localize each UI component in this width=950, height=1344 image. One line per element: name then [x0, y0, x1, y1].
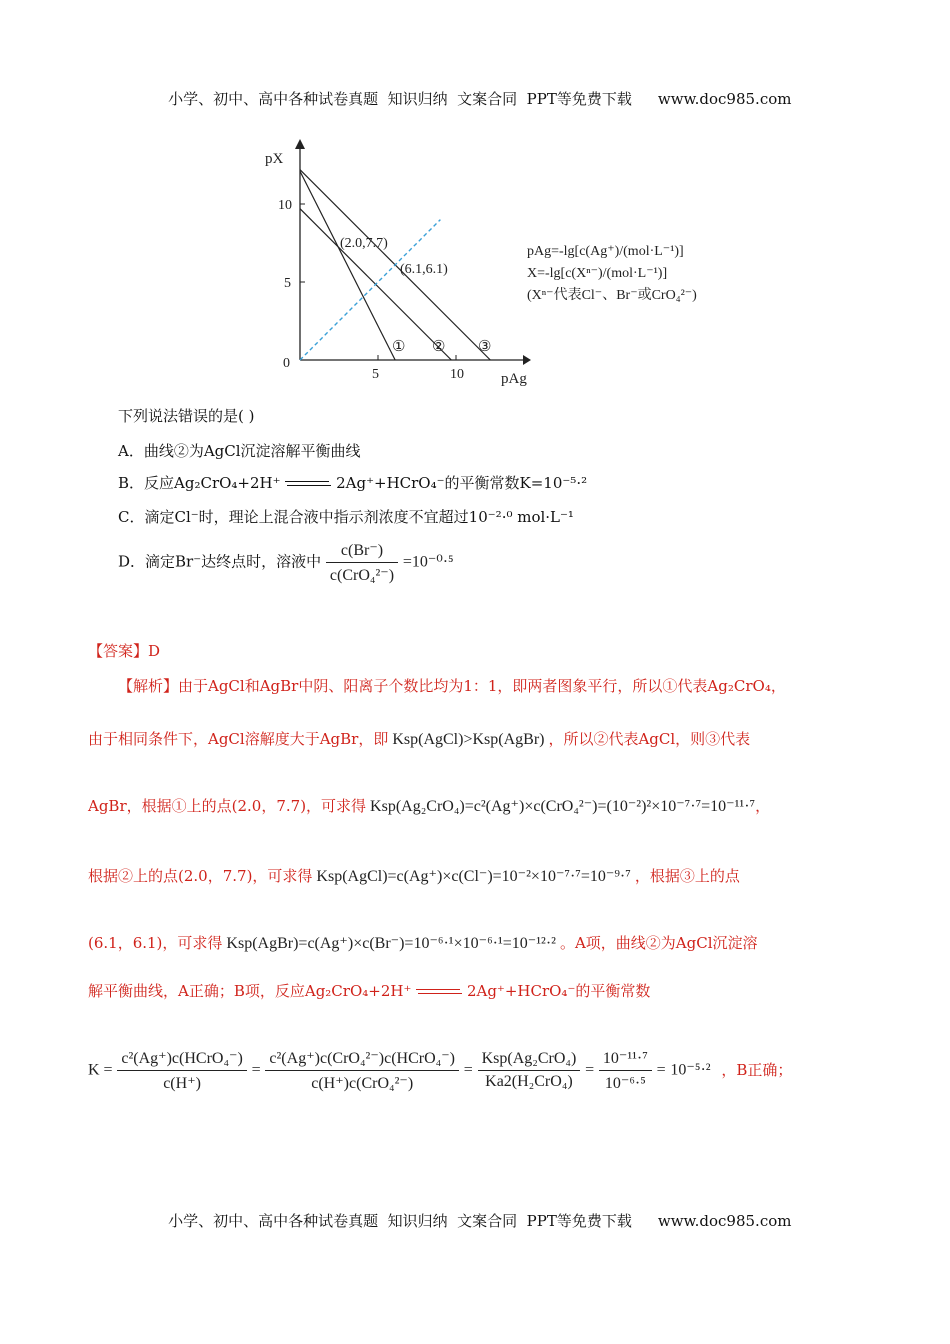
option-b-prefix: B．反应Ag₂CrO₄+2H⁺	[118, 474, 281, 492]
analysis-line-6-text-a: 解平衡曲线，A正确；B项，反应Ag₂CrO₄+2H⁺	[88, 982, 412, 1000]
y-axis-arrow	[295, 139, 305, 149]
k-fraction-2-den: c(H⁺)c(CrO₄²⁻)	[265, 1070, 459, 1093]
option-b	[118, 472, 587, 493]
option-d	[118, 540, 454, 585]
analysis-line-2-text-a: 由于相同条件下，AgCl溶解度大于AgBr，即	[88, 730, 389, 748]
analysis-line-4-text-a: 根据②上的点(2.0，7.7)，可求得	[88, 867, 313, 885]
ksp-ag2cro4-equation: Ksp(Ag₂CrO₄)=c²(Ag⁺)×c(CrO₄²⁻)=(10⁻²)²×10⁻⁷·⁷=10⁻¹¹·⁷	[370, 798, 756, 815]
option-a: A．曲线②为AgCl沉淀溶解平衡曲线	[118, 442, 361, 460]
ksp-agcl-equation: Ksp(AgCl)=c(Ag⁺)×c(Cl⁻)=10⁻²×10⁻⁷·⁷=10⁻⁹·⁷	[316, 868, 631, 885]
legend-line-2: X=-lg[c(Xⁿ⁻)/(mol·L⁻¹)]	[527, 266, 668, 281]
k-fraction-1-num: c²(Ag⁺)c(HCrO₄⁻)	[121, 1050, 243, 1067]
legend-line-1: pAg=-lg[c(Ag⁺)/(mol·L⁻¹)]	[527, 244, 684, 259]
analysis-line-3-text-a: AgBr，根据①上的点(2.0，7.7)，可求得	[88, 797, 367, 815]
option-c: C．滴定Cl⁻时，理论上混合液中指示剂浓度不宜超过10⁻²·⁰ mol·L⁻¹	[118, 508, 574, 526]
series-line-1	[300, 171, 395, 360]
y-tick-label: 10	[278, 198, 292, 213]
x-axis-arrow	[523, 355, 531, 365]
header-url[interactable]: www.doc985.com	[657, 90, 792, 108]
k-tail: ，B正确；	[721, 1060, 793, 1079]
analysis-line-3-text-b: ，	[755, 797, 771, 815]
analysis-line-1: 【解析】由于AgCl和AgBr中阴、阳离子个数比均为1：1，即两者图象平行，所以①代表Ag₂CrO₄，	[118, 677, 786, 695]
analysis-line-6	[88, 980, 650, 1001]
k-fraction-2	[265, 1048, 459, 1093]
y-tick-label: 5	[284, 276, 291, 291]
equilibrium-arrow-icon	[416, 987, 462, 997]
k-fraction-3-num: Ksp(Ag₂CrO₄)	[481, 1050, 577, 1067]
k-label: K =	[88, 1061, 113, 1079]
option-d-prefix: D．滴定Br⁻达终点时，溶液中	[118, 552, 322, 571]
origin-label: 0	[283, 356, 290, 371]
analysis-line-2	[88, 728, 750, 749]
k-fraction-3	[478, 1050, 581, 1091]
analysis-line-2-text-b: ，所以②代表AgCl，则③代表	[548, 730, 751, 748]
option-d-fraction	[326, 540, 398, 585]
ksp-agbr-equation: Ksp(AgBr)=c(Ag⁺)×c(Br⁻)=10⁻⁶·¹×10⁻⁶·¹=10⁻¹²·²	[226, 935, 556, 952]
footer-text: 小学、初中、高中各种试卷真题 知识归纳 文案合同 PPT等免费下载	[168, 1212, 632, 1230]
k-fraction-1	[117, 1048, 246, 1093]
k-fraction-1-den: c(H⁺)	[117, 1070, 246, 1093]
analysis-line-5-text-b: 。A项，曲线②为AgCl沉淀溶	[559, 934, 758, 952]
analysis-line-4-text-b: ，根据③上的点	[634, 867, 740, 885]
k-derivation: K = $\frac{\text{c²(Ag⁺)c(HCrO₄⁻)}}{c(H^+)}$ = $\frac{\text{c²(Ag⁺)c(CrO₄²⁻)c(HCrO₄⁻)}}{\text{c(H⁺)c(CrO₄²⁻)}}$ = $\frac{\text{Ksp(Ag₂CrO₄)}}{\text{Ka2(H₂CrO₄)}}$ = $\frac{\text{10⁻¹¹·⁷}}{\text{10⁻⁶·⁵}}$ = 10⁻⁵·² ，B正确；	[88, 1050, 793, 1092]
equilibrium-arrow-icon	[285, 479, 331, 489]
curve-label-2: ②	[432, 339, 446, 355]
option-b-suffix: 2Ag⁺+HCrO₄⁻的平衡常数K=10⁻⁵·²	[336, 474, 588, 492]
k-result: 10⁻⁵·²	[670, 1061, 711, 1079]
option-d-numerator: c(Br⁻)	[340, 542, 384, 559]
analysis-line-4	[88, 865, 740, 886]
analysis-line-5-text-a: (6.1，6.1)，可求得	[88, 934, 223, 952]
point-label-2: (6.1,6.1)	[400, 262, 448, 277]
x-tick-label: 5	[372, 367, 379, 382]
analysis-line-3	[88, 795, 770, 816]
y-axis-label: pX	[265, 151, 284, 167]
footer-url[interactable]: www.doc985.com	[657, 1212, 792, 1230]
k-fraction-3-den: Ka2(H₂CrO₄)	[478, 1070, 581, 1091]
option-d-rhs: =10⁻⁰·⁵	[402, 553, 454, 571]
k-fraction-2-num: c²(Ag⁺)c(CrO₄²⁻)c(HCrO₄⁻)	[269, 1050, 455, 1067]
point-label-1: (2.0,7.7)	[340, 236, 388, 251]
x-tick-label: 10	[450, 367, 464, 382]
curve-label-1: ①	[392, 339, 406, 355]
question-prompt: 下列说法错误的是( )	[118, 407, 255, 425]
header-text: 小学、初中、高中各种试卷真题 知识归纳 文案合同 PPT等免费下载	[168, 90, 632, 108]
ksp-comparison: Ksp(AgCl)>Ksp(AgBr)	[392, 731, 545, 748]
k-fraction-4-num: 10⁻¹¹·⁷	[602, 1050, 648, 1067]
legend-line-3: (Xⁿ⁻代表Cl⁻、Br⁻或CrO₄²⁻)	[527, 288, 697, 303]
chart	[255, 135, 735, 390]
k-fraction-4	[599, 1048, 652, 1093]
curve-label-3: ③	[478, 339, 492, 355]
page-footer	[0, 1192, 950, 1231]
page-header	[0, 70, 950, 109]
k-fraction-4-den: 10⁻⁶·⁵	[599, 1070, 652, 1093]
x-axis-label: pAg	[501, 371, 527, 387]
analysis-line-5	[88, 932, 758, 953]
option-d-denominator: c(CrO₄²⁻)	[326, 562, 398, 585]
analysis-line-6-text-b: 2Ag⁺+HCrO₄⁻的平衡常数	[466, 982, 651, 1000]
answer-label: 【答案】D	[88, 642, 161, 660]
